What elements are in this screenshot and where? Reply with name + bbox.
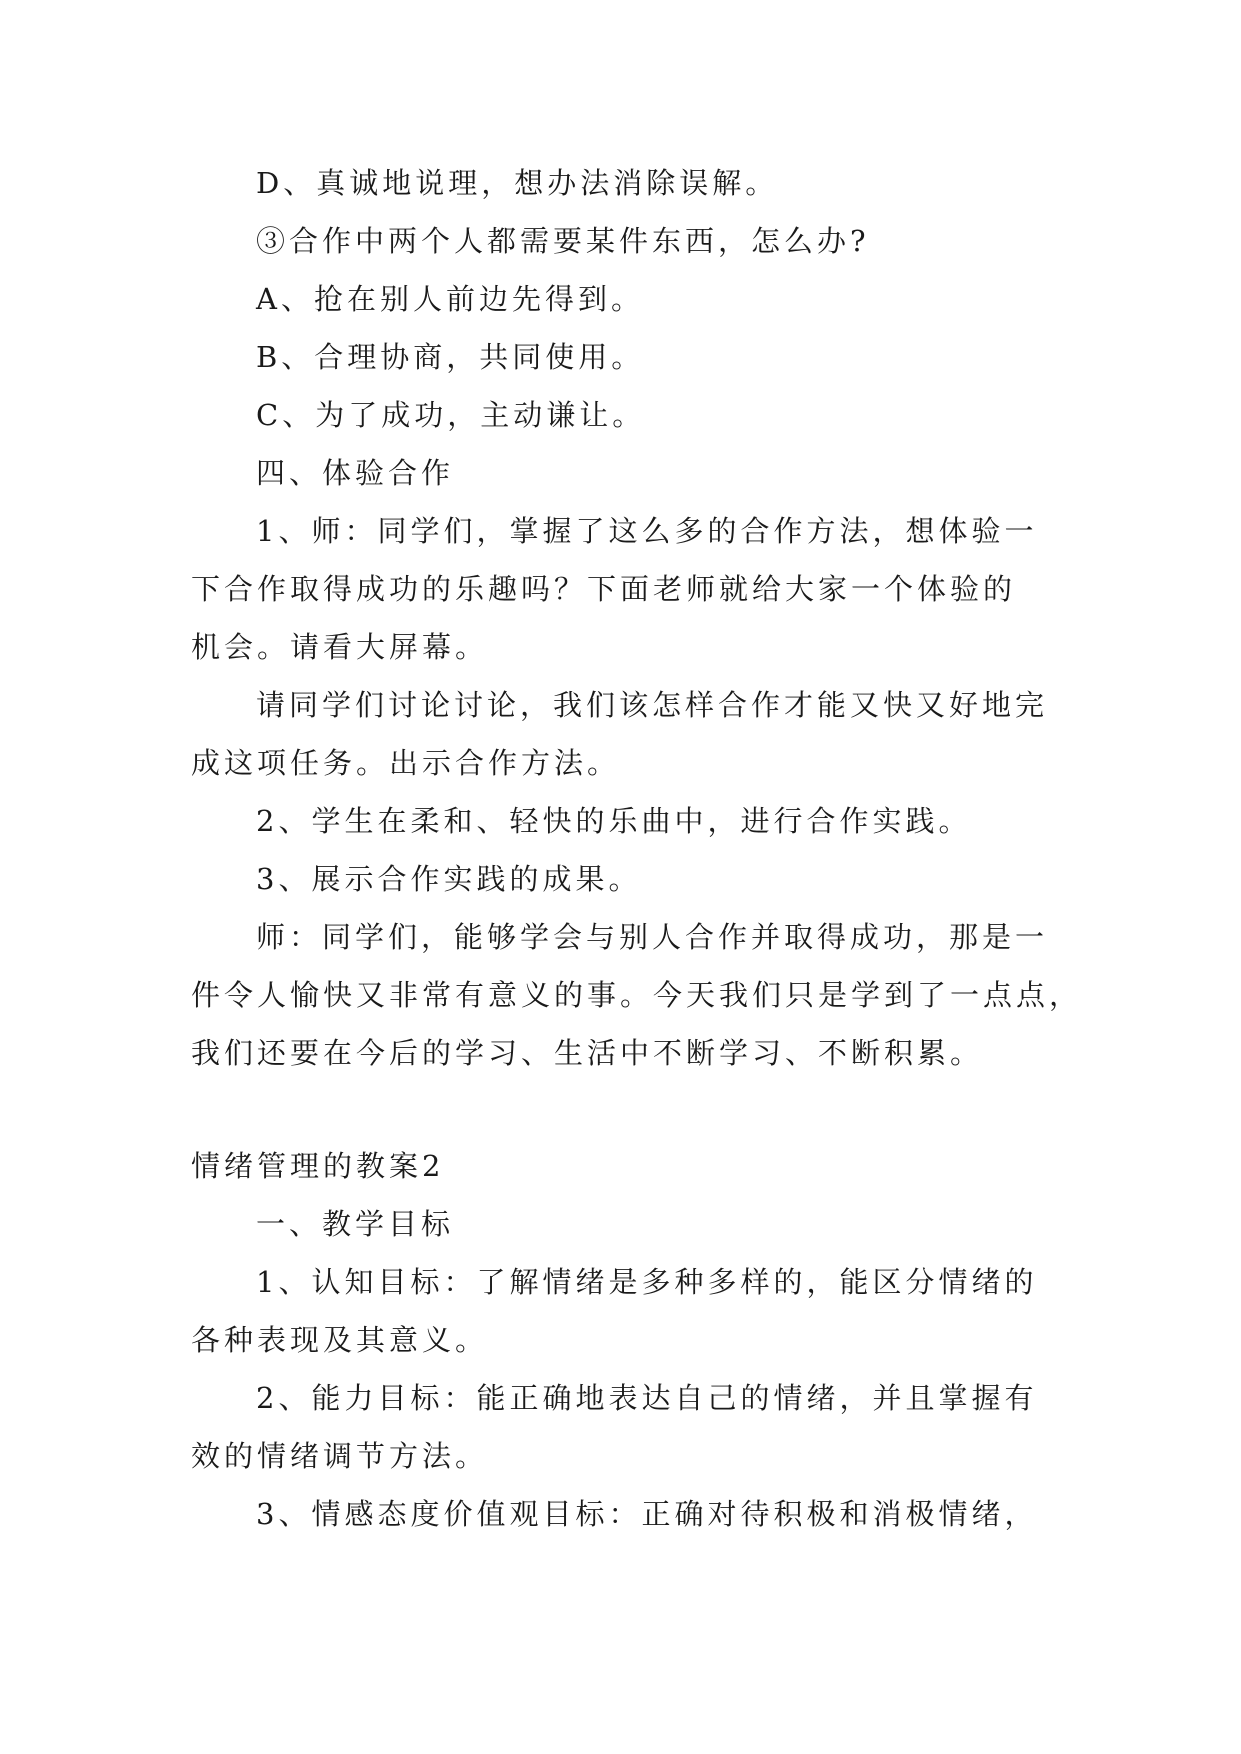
paragraph-line: 机会。请看大屏幕。 [191, 630, 489, 664]
option-b: B、合理协商，共同使用。 [256, 340, 645, 374]
option-c: C、为了成功，主动谦让。 [256, 398, 646, 432]
paragraph-line: 1、认知目标：了解情绪是多种多样的，能区分情绪的 [256, 1265, 1038, 1299]
paragraph-line: 3、展示合作实践的成果。 [256, 862, 642, 896]
paragraph-line: 我们还要在今后的学习、生活中不断学习、不断积累。 [191, 1036, 984, 1070]
section-heading-goals: 一、教学目标 [256, 1207, 455, 1241]
paragraph-line: 各种表现及其意义。 [191, 1323, 489, 1357]
paragraph-line: 下合作取得成功的乐趣吗？下面老师就给大家一个体验的 [191, 572, 1017, 606]
paragraph-line: 3、情感态度价值观目标：正确对待积极和消极情绪， [256, 1497, 1038, 1531]
option-d: D、真诚地说理，想办法消除误解。 [256, 166, 779, 200]
paragraph-line: 请同学们讨论讨论，我们该怎样合作才能又快又好地完 [256, 688, 1049, 722]
paragraph-line: 2、能力目标：能正确地表达自己的情绪，并且掌握有 [256, 1381, 1038, 1415]
question-3: ③合作中两个人都需要某件东西，怎么办? [256, 224, 870, 258]
document-title: 情绪管理的教案2 [191, 1149, 445, 1183]
paragraph-line: 2、学生在柔和、轻快的乐曲中，进行合作实践。 [256, 804, 972, 838]
option-a: A、抢在别人前边先得到。 [256, 282, 644, 316]
paragraph-line: 成这项任务。出示合作方法。 [191, 746, 621, 780]
paragraph-line: 1、师：同学们，掌握了这么多的合作方法，想体验一 [256, 514, 1038, 548]
paragraph-line: 效的情绪调节方法。 [191, 1439, 489, 1473]
paragraph-line: 件令人愉快又非常有意义的事。今天我们只是学到了一点点， [191, 978, 1083, 1012]
paragraph-line: 师：同学们，能够学会与别人合作并取得成功，那是一 [256, 920, 1049, 954]
section-heading-experience: 四、体验合作 [256, 456, 455, 490]
